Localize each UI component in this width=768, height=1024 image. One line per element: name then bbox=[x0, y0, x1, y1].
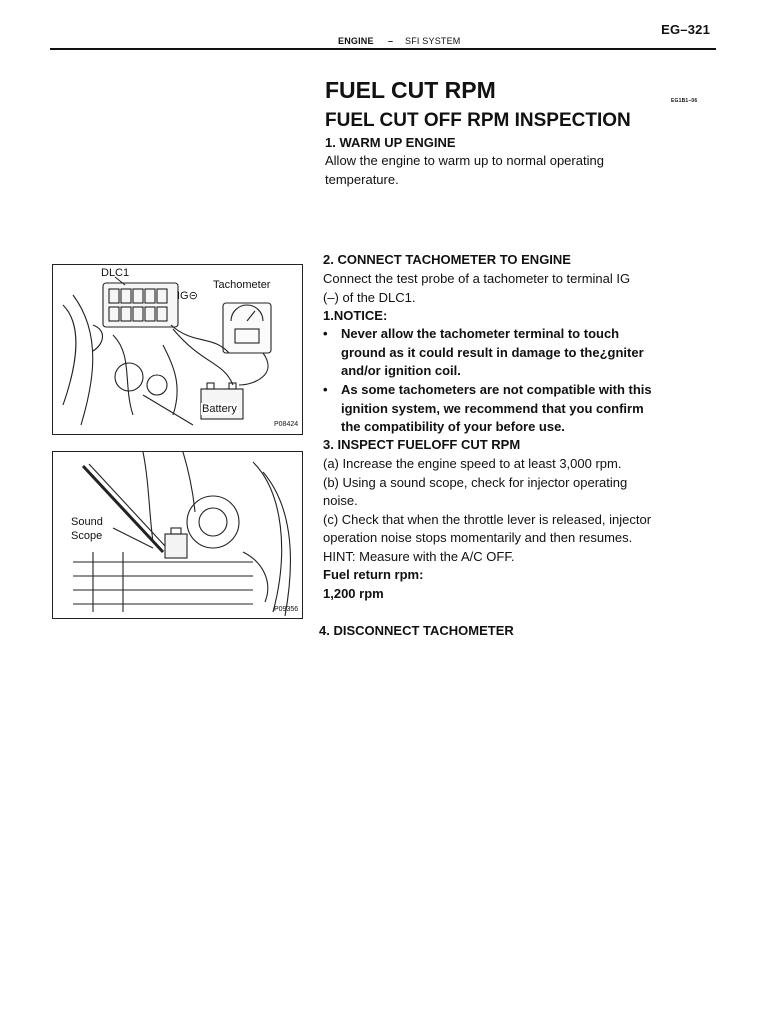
page-number: EG–321 bbox=[661, 22, 710, 37]
spec-label: Fuel return rpm: bbox=[323, 567, 424, 582]
header-section: ENGINE bbox=[338, 36, 374, 46]
page-subtitle: FUEL CUT OFF RPM INSPECTION bbox=[325, 110, 631, 131]
step-1-line: Allow the engine to warm up to normal operating bbox=[325, 153, 604, 168]
step-3-body bbox=[323, 455, 651, 603]
step-2-line: (–) of the DLC1. bbox=[323, 289, 416, 305]
header-subsection: SFI SYSTEM bbox=[405, 36, 461, 46]
battery-label: Battery bbox=[202, 403, 237, 415]
step-3-line: noise. bbox=[323, 493, 358, 508]
notice-label: 1.NOTICE: bbox=[323, 308, 388, 323]
step-3-line: operation noise stops momentarily and then resumes. bbox=[323, 530, 633, 545]
page-title: FUEL CUT RPM bbox=[325, 77, 496, 103]
bullet-dot: • bbox=[323, 382, 328, 397]
step-3-heading: 3. INSPECT FUELOFF CUT RPM bbox=[323, 437, 521, 452]
doc-code: EG1B1–06 bbox=[671, 98, 698, 104]
ig-terminal-label: IG⊝ bbox=[177, 290, 198, 302]
step-1-line: temperature. bbox=[325, 171, 399, 187]
sound-label: Sound bbox=[71, 516, 103, 528]
figure-code: P09356 bbox=[274, 606, 299, 613]
dlc1-label: DLC1 bbox=[101, 267, 130, 279]
bullet-dot: • bbox=[323, 326, 328, 341]
bullet-line: the compatibility of your before use. bbox=[341, 419, 565, 434]
spec-value: 1,200 rpm bbox=[323, 585, 384, 601]
step-3-line: (c) Check that when the throttle lever is released, injector bbox=[323, 511, 652, 527]
figure-tachometer-connection bbox=[52, 264, 303, 435]
figure-sound-scope bbox=[52, 451, 303, 619]
figure-code: P08424 bbox=[274, 421, 299, 428]
step-3-line: HINT: Measure with the A/C OFF. bbox=[323, 548, 515, 564]
notice-bullet bbox=[323, 381, 652, 437]
step-3-line: (a) Increase the engine speed to at least 3,000 rpm. bbox=[323, 456, 622, 471]
bullet-line: ignition system, we recommend that you confirm bbox=[341, 400, 644, 416]
step-3-line: (b) Using a sound scope, check for injector operating bbox=[323, 474, 628, 490]
scope-label: Scope bbox=[71, 530, 103, 542]
step-2-body bbox=[323, 270, 630, 307]
bullet-line: ground as it could result in damage to the¿gniter bbox=[341, 344, 644, 360]
header-separator: – bbox=[388, 36, 394, 46]
bullet-line: As some tachometers are not compatible with this bbox=[341, 382, 652, 397]
bullet-line: Never allow the tachometer terminal to touch bbox=[341, 326, 620, 341]
bullet-line: and/or ignition coil. bbox=[341, 363, 461, 378]
step-1-body bbox=[325, 152, 604, 189]
step-1-heading: 1. WARM UP ENGINE bbox=[325, 135, 456, 150]
tachometer-label: Tachometer bbox=[213, 279, 271, 291]
header-rule bbox=[50, 48, 716, 50]
notice-bullet bbox=[323, 325, 644, 381]
step-4-heading: 4. DISCONNECT TACHOMETER bbox=[319, 623, 514, 638]
step-2-heading: 2. CONNECT TACHOMETER TO ENGINE bbox=[323, 252, 571, 267]
step-2-line: Connect the test probe of a tachometer to terminal IG bbox=[323, 271, 631, 286]
